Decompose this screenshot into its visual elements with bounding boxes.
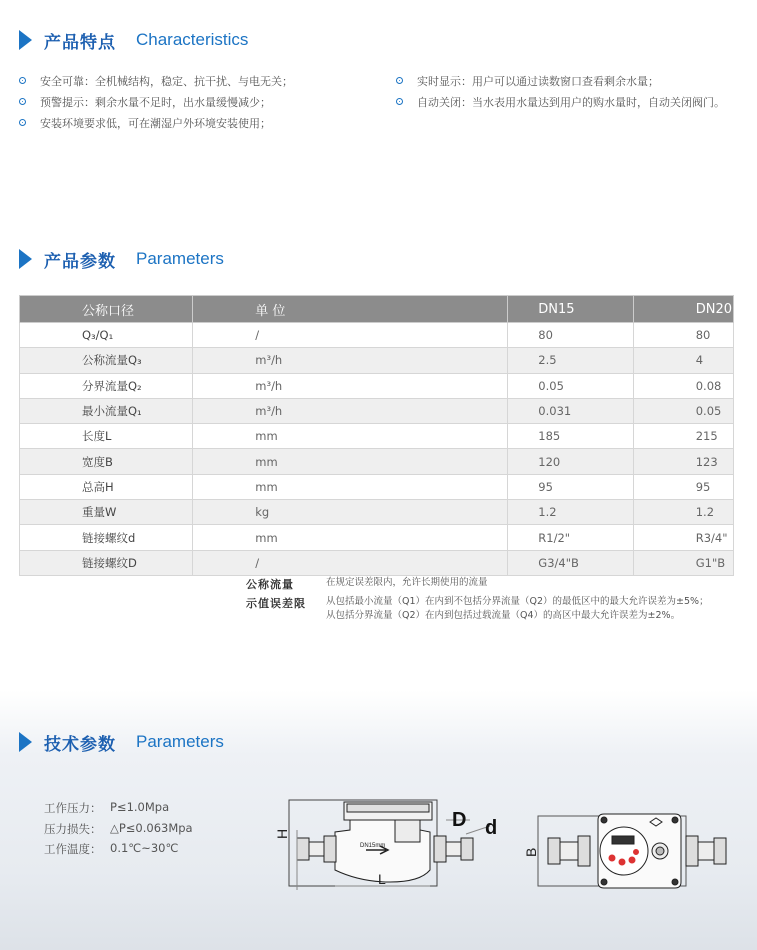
- table-cell: 0.08: [633, 373, 733, 398]
- section-title-zh: 技术参数: [44, 734, 116, 755]
- table-cell: m³/h: [193, 348, 508, 373]
- table-cell: 80: [508, 323, 633, 348]
- bullet-dot-icon: [19, 119, 26, 126]
- table-cell: m³/h: [193, 373, 508, 398]
- bullet-dot-icon: [19, 98, 26, 105]
- table-row: [20, 323, 734, 348]
- section-title-en: Parameters: [136, 732, 224, 751]
- table-cell: 公称流量Q₃: [20, 348, 193, 373]
- features-left-list: [19, 70, 293, 133]
- table-row: [20, 525, 734, 550]
- table-cell: 分界流量Q₂: [20, 373, 193, 398]
- table-cell: 重量W: [20, 500, 193, 525]
- section-title-en: Parameters: [136, 249, 224, 268]
- table-cell: G3/4"B: [508, 550, 633, 575]
- table-cell: 最小流量Q₁: [20, 398, 193, 423]
- section-parameters-heading: [19, 246, 224, 272]
- table-cell: m³/h: [193, 398, 508, 423]
- section-title-en: Characteristics: [136, 30, 249, 49]
- section-tech-heading: [19, 729, 224, 755]
- table-cell: 1.2: [633, 500, 733, 525]
- table-cell: kg: [193, 500, 508, 525]
- water-meter-diagrams: [0, 790, 757, 900]
- list-item: 预警提示：剩余水量不足时，出水量缓慢减少；: [19, 91, 293, 112]
- bullet-dot-icon: [396, 77, 403, 84]
- header-cell: DN20: [633, 296, 733, 323]
- section-title-zh: 产品特点: [44, 32, 116, 53]
- table-cell: 链接螺纹D: [20, 550, 193, 575]
- header-cell: 公称口径: [20, 296, 193, 323]
- table-row: [20, 348, 734, 373]
- table-row: [20, 424, 734, 449]
- label-d-small: d: [485, 817, 498, 839]
- list-item: 自动关闭：当水表用水量达到用户的购水量时，自动关闭阀门。: [396, 91, 725, 112]
- table-cell: 0.031: [508, 398, 633, 423]
- table-cell: 链接螺纹d: [20, 525, 193, 550]
- note-error-limit: 示值误差限 从包括最小流量（Q1）在内到不包括分界流量（Q2）的最低区中的最大允许误差为±5%； 从包括分界流量（Q2）在内到包括过载流量（Q4）的高区中最大允许误差为±2%。: [246, 596, 709, 621]
- header-cell: DN15: [508, 296, 633, 323]
- list-item: 安装环境要求低，可在潮湿户外环境安装使用；: [19, 112, 293, 133]
- table-cell: 95: [508, 474, 633, 499]
- table-cell: 185: [508, 424, 633, 449]
- bullet-dot-icon: [19, 77, 26, 84]
- table-row: [20, 449, 734, 474]
- notes-block: [246, 576, 709, 626]
- tech-row: 工作温度： 0.1℃~30℃: [44, 841, 179, 856]
- table-row: [20, 550, 734, 575]
- list-item: 安全可靠：全机械结构，稳定、抗干扰、与电无关；: [19, 70, 293, 91]
- table-cell: 123: [633, 449, 733, 474]
- table-cell: 120: [508, 449, 633, 474]
- header-cell: 单 位: [193, 296, 508, 323]
- section-title-zh: 产品参数: [44, 251, 116, 272]
- table-row: [20, 500, 734, 525]
- triangle-marker-icon: [19, 30, 32, 50]
- table-cell: 4: [633, 348, 733, 373]
- table-cell: /: [193, 323, 508, 348]
- table-cell: 80: [633, 323, 733, 348]
- table-cell: 总高H: [20, 474, 193, 499]
- table-cell: mm: [193, 424, 508, 449]
- list-item: 实时显示：用户可以通过读数窗口查看剩余水量；: [396, 70, 725, 91]
- label-h: H: [274, 828, 290, 839]
- table-cell: mm: [193, 449, 508, 474]
- table-cell: 0.05: [508, 373, 633, 398]
- table-cell: R1/2": [508, 525, 633, 550]
- table-cell: mm: [193, 525, 508, 550]
- label-l: L: [378, 871, 386, 887]
- table-cell: 宽度B: [20, 449, 193, 474]
- tech-row: 压力损失： △P≤0.063Mpa: [44, 820, 193, 836]
- table-cell: 215: [633, 424, 733, 449]
- table-cell: G1"B: [633, 550, 733, 575]
- table-cell: 长度L: [20, 424, 193, 449]
- note-nominal-flow: 公称流量 在规定误差限内，允许长期使用的流量: [246, 577, 488, 591]
- table-cell: mm: [193, 474, 508, 499]
- triangle-marker-icon: [19, 732, 32, 752]
- parameters-table: [19, 295, 734, 576]
- table-cell: 1.2: [508, 500, 633, 525]
- label-dn: DN15mm: [360, 843, 386, 849]
- table-cell: 0.05: [633, 398, 733, 423]
- table-cell: R3/4": [633, 525, 733, 550]
- top-view-diagram: [538, 814, 726, 888]
- bullet-dot-icon: [396, 98, 403, 105]
- tech-row: 工作压力： P≤1.0Mpa: [44, 800, 170, 815]
- table-cell: /: [193, 550, 508, 575]
- table-row: [20, 373, 734, 398]
- label-d-big: D: [452, 809, 467, 831]
- features-right-list: [396, 70, 725, 112]
- table-cell: 2.5: [508, 348, 633, 373]
- triangle-marker-icon: [19, 249, 32, 269]
- table-cell: 95: [633, 474, 733, 499]
- table-row: [20, 474, 734, 499]
- table-cell: Q₃/Q₁: [20, 323, 193, 348]
- section-characteristics-heading: [19, 27, 248, 53]
- table-row: [20, 398, 734, 423]
- label-b: B: [523, 847, 539, 857]
- table-header-row: [20, 296, 734, 323]
